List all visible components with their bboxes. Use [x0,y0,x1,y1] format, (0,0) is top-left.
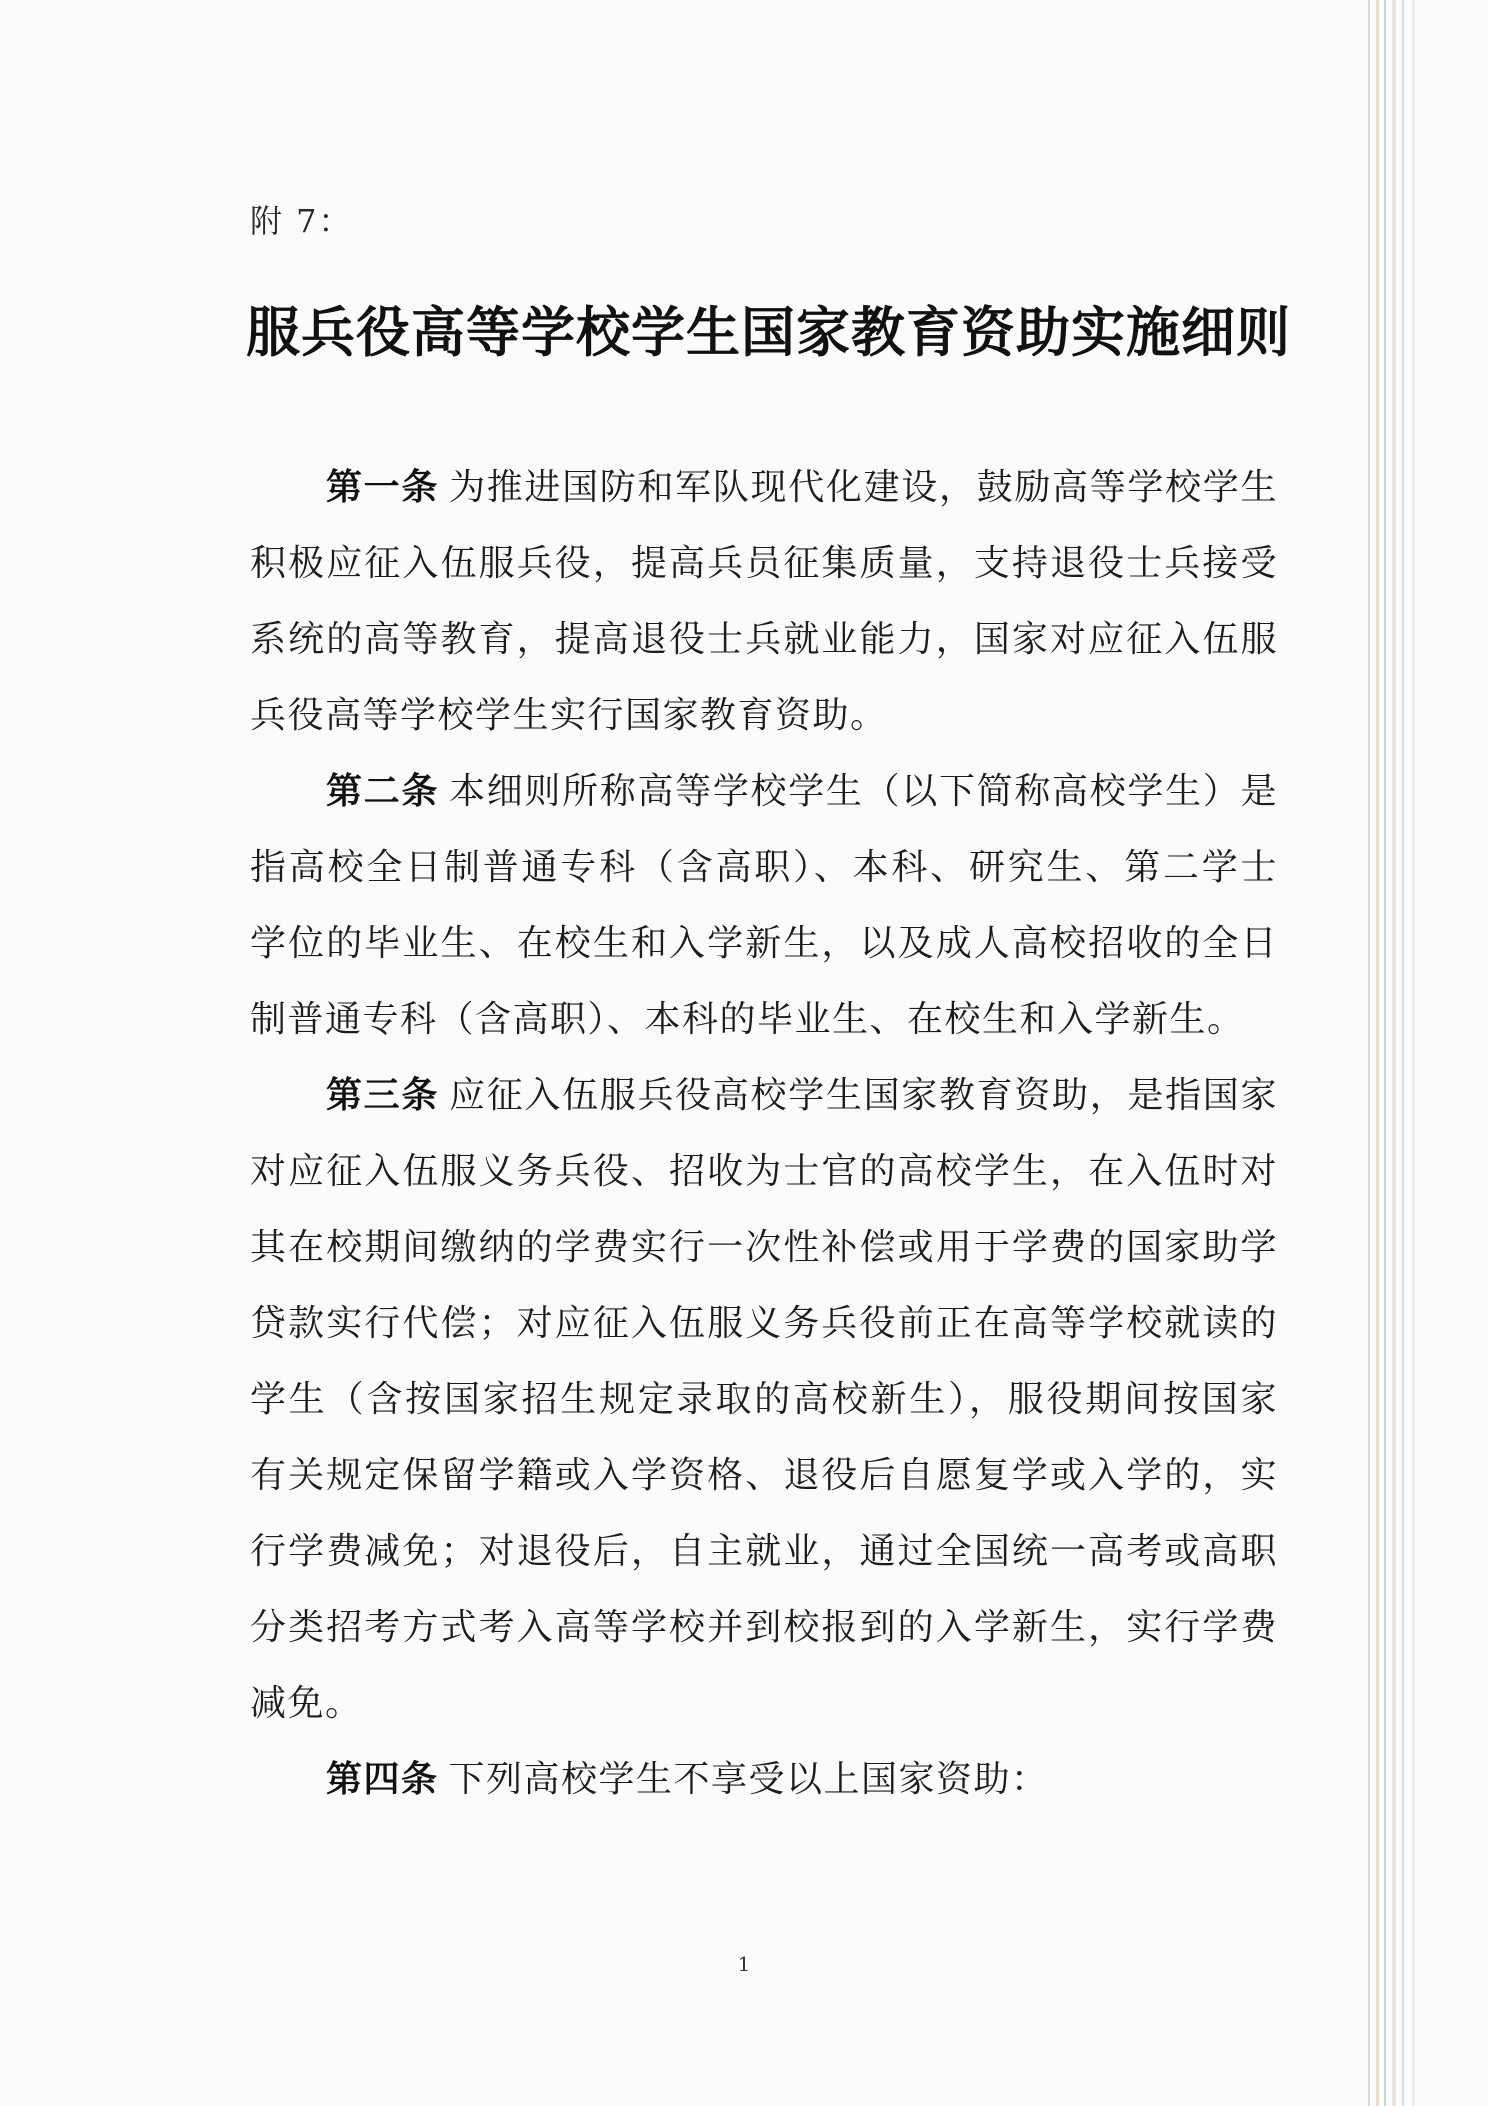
attachment-label: 附 7： [250,202,353,240]
page-edge-line [1412,0,1415,2106]
page-edge-line [1384,0,1386,2106]
article-3 [250,1058,1278,1742]
article-2 [250,754,1278,1058]
article-heading: 第一条 [326,467,440,508]
document-title: 服兵役高等学校学生国家教育资助实施细则 [246,301,1291,364]
article-text: 为推进国防和军队现代化建设，鼓励高等学校学生积极应征入伍服兵役，提高兵员征集质量，支持退役士兵接受系统的高等教育，提高退役士兵就业能力，国家对应征入伍服兵役高等学校学生实行国家教育资助。 [250,467,1278,736]
page-edge-line [1402,0,1404,2106]
article-heading: 第二条 [326,771,440,812]
article-text: 本细则所称高等学校学生（以下简称高校学生）是指高校全日制普通专科（含高职）、本科、研究生、第二学士学位的毕业生、在校生和入学新生，以及成人高校招收的全日制普通专科（含高职）、本科的毕业生、在校生和入学新生。 [250,771,1278,1040]
article-1 [250,450,1278,754]
article-heading: 第四条 [326,1759,439,1800]
page-number: 1 [737,1952,751,1976]
page-edge-line [1392,0,1396,2106]
page-edge-line [1368,0,1370,2106]
page-edge-line [1376,0,1379,2106]
article-4 [250,1742,1278,1818]
article-text: 应征入伍服兵役高校学生国家教育资助，是指国家对应征入伍服义务兵役、招收为士官的高校学生，在入伍时对其在校期间缴纳的学费实行一次性补偿或用于学费的国家助学贷款实行代偿；对应征入伍服义务兵役前正在高等学校就读的学生（含按国家招生规定录取的高校新生），服役期间按国家有关规定保留学籍或入学资格、退役后自愿复学或入学的，实行学费减免；对退役后，自主就业，通过全国统一高考或高职分类招考方式考入高等学校并到校报到的入学新生，实行学费减免。 [250,1075,1278,1724]
article-heading: 第三条 [326,1075,440,1116]
document-body [250,450,1278,1818]
article-text: 下列高校学生不享受以上国家资助： [448,1759,1049,1800]
